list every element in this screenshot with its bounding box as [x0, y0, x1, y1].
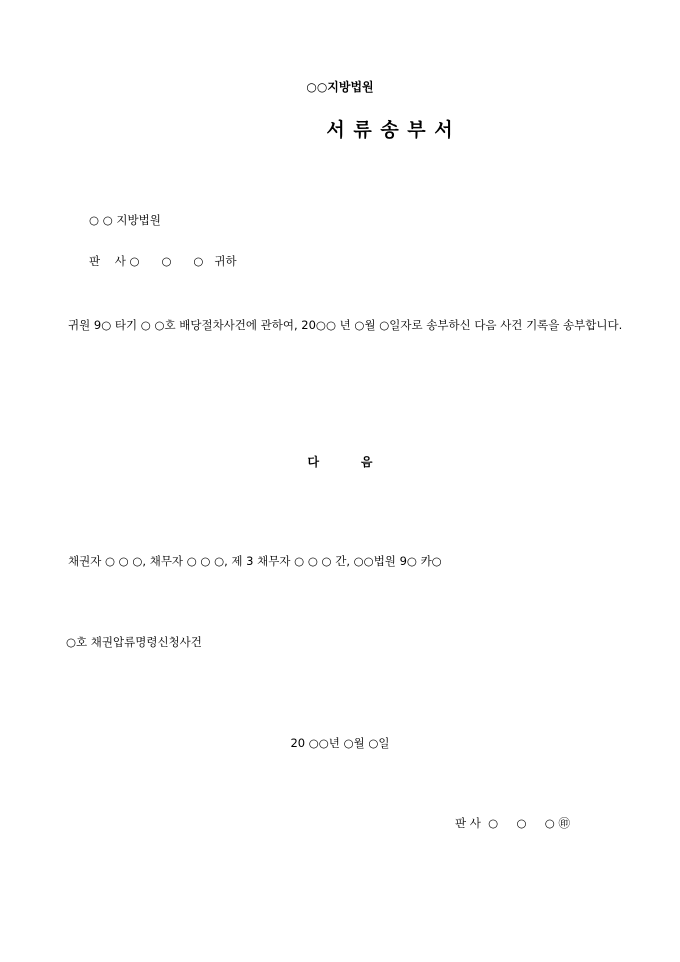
document-title: 서 류 송 부 서 — [326, 119, 454, 141]
judge-signature: 판 사 ○ ○ ○ ㊞ — [455, 816, 570, 830]
section-label: 다 음 — [307, 455, 373, 469]
addressee-judge: 판 사 ○ ○ ○ 귀하 — [89, 254, 237, 268]
case-name: ○호 채권압류명령신청사건 — [66, 635, 202, 649]
court-header: ○○지방법원 — [306, 80, 374, 94]
body-paragraph: 귀원 9○ 타기 ○ ○호 배당절차사건에 관하여, 20○○ 년 ○월 ○일자로 송부하신 다음 사건 기록을 송부합니다. — [68, 318, 623, 332]
case-parties: 채권자 ○ ○ ○, 채무자 ○ ○ ○, 제 3 채무자 ○ ○ ○ 간, ○○법원 9○ 카○ — [68, 554, 442, 568]
document-date: 20 ○○년 ○월 ○일 — [290, 736, 390, 750]
addressee-court: ○ ○ 지방법원 — [89, 213, 161, 227]
